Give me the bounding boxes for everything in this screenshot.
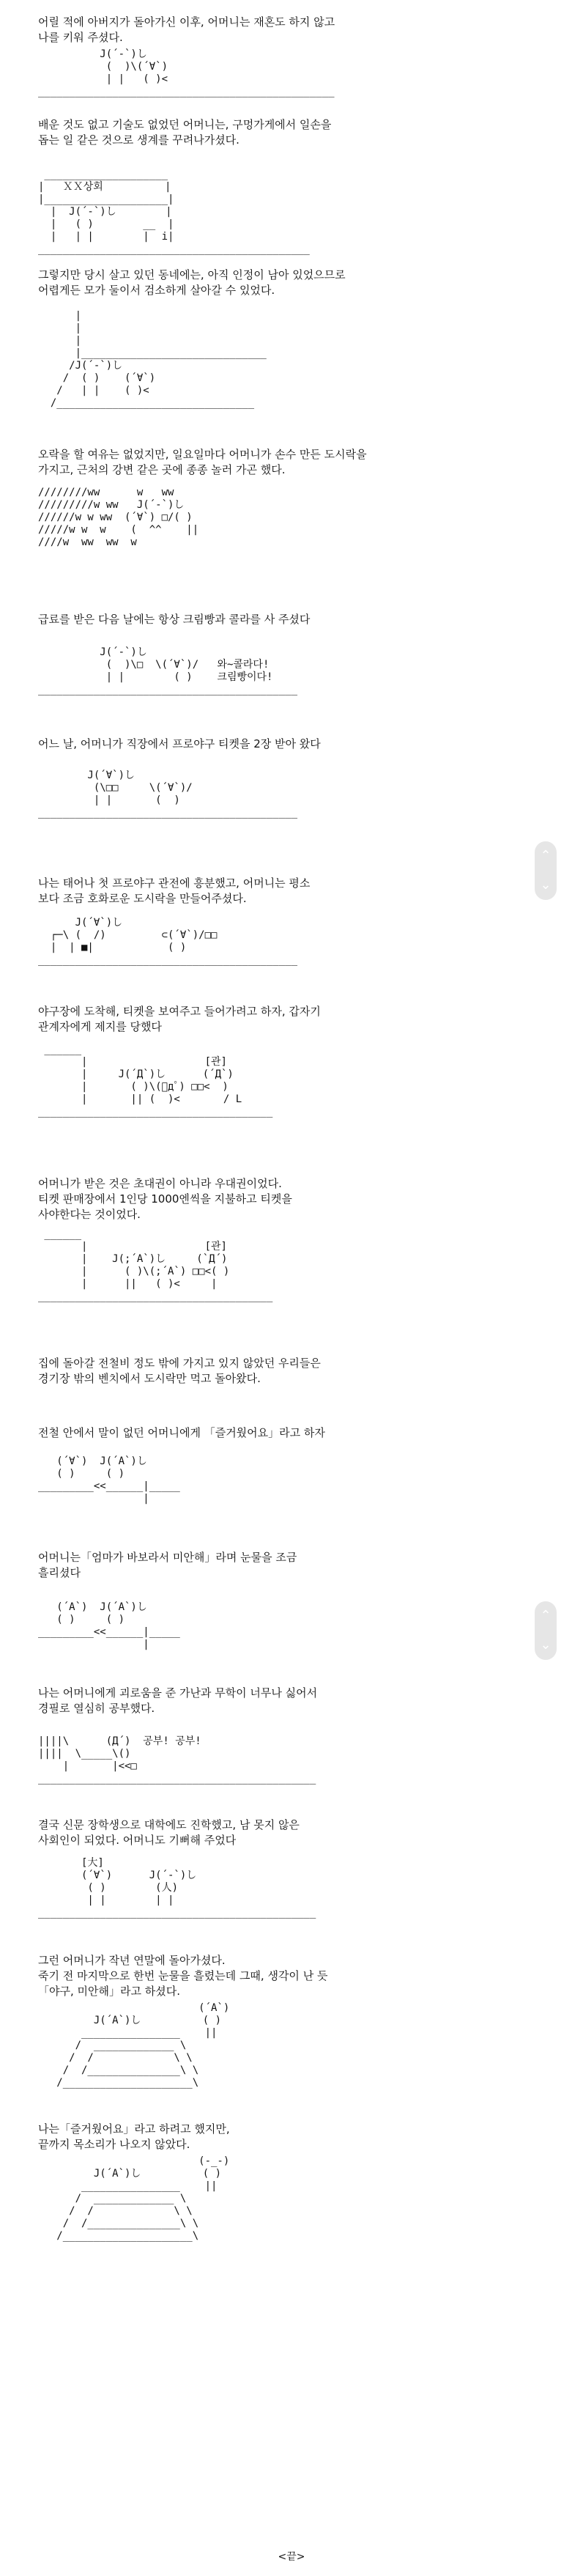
panel-1 [38, 15, 507, 117]
chevron-up-icon[interactable]: ⌃ [540, 1608, 552, 1623]
panel-7 [38, 876, 507, 1004]
caption: 나는 어머니에게 괴로움을 준 가난과 무학이 너무나 싫어서 경필로 열심히 공부했다. [38, 1686, 318, 1715]
caption: 나는「즐거웠어요」라고 하려고 했지만, 끝까지 목소리가 나오지 않았다. [38, 2122, 230, 2151]
panel-3 [38, 267, 507, 447]
panel-13 [38, 1686, 507, 1817]
ascii-art: J(´∀`)し ┌─\ ( /) ⊂(´∀`)/□□ | | ■| ( ) __________________________________________ [38, 917, 298, 966]
panel-10 [38, 1356, 507, 1425]
scroll-buttons-lower[interactable] [535, 1601, 557, 1660]
ascii-art: (´A`) J(´A`)し ( ) ( ) _________<<______|_____ | [38, 1601, 180, 1650]
panel-14 [38, 1817, 507, 1953]
ascii-art: ////////ww w ww /////////w ww J(´-`)し //////w w ww (´∀`) □/( ) /////w w w ( ^^ || ////w ww ww w [38, 487, 199, 548]
ascii-art: [大] (´∀`) J(´-`)し ( ) (人) | | | | _____________________________________________ [38, 1857, 316, 1919]
ascii-art: J(´-`)し ( )\(´∀`) | | ( )< ________________________________________________ [38, 48, 335, 97]
panel-2 [38, 117, 507, 267]
chevron-up-icon[interactable]: ⌃ [540, 848, 552, 863]
ascii-art: ______ | [관] | J(´Д`)し (´Д`) | ( )\(ﾟдﾟ) □□< ) | || ( )< / L ______________________________________ [38, 1044, 273, 1118]
panel-9 [38, 1176, 507, 1356]
caption: 결국 신문 장학생으로 대학에도 진학했고, 남 못지 않은 사회인이 되었다. 어머니도 기뻐해 주었다 [38, 1818, 300, 1847]
panel-6 [38, 737, 507, 876]
ascii-art: ||||\ (Д´) 공부! 공부! |||| \_____\() | |<<□ _____________________________________________ [38, 1735, 316, 1785]
caption: 어머니가 받은 것은 초대권이 아니라 우대권이었다. 티켓 판매장에서 1인당 1000엔씩을 지불하고 티켓을 사야한다는 것이었다. [38, 1177, 292, 1221]
ascii-art: (´∀`) J(´A`)し ( ) ( ) _________<<______|_____ | [38, 1455, 180, 1505]
ascii-art: | | | |______________________________ /J(´-`)し / ( ) (´∀`) / | | ( )< /________________________________ [50, 310, 267, 409]
ascii-art: ____________________ | ＸＸ상회 | |____________________| | J(´-`)し | | ( ) __ | | | | | i| ____________________________________________ [38, 169, 310, 255]
caption: 집에 돌아갈 전철비 정도 밖에 가지고 있지 않았던 우리들은 경기장 밖의 벤치에서 도시락만 먹고 돌아왔다. [38, 1357, 321, 1385]
panel-15 [38, 1953, 507, 2122]
panel-5 [38, 612, 507, 737]
ascii-art: (´A`) J(´A`)し ( ) ________________ || / _____________ \ / / \ \ / /_______________\ \ /_____________________\ [56, 2002, 230, 2089]
caption: 그렇지만 당시 살고 있던 동네에는, 아직 인정이 남아 있었으므로 어렵게든 모가 둘이서 검소하게 살아갈 수 있었다. [38, 268, 346, 297]
scroll-buttons-upper[interactable] [535, 841, 557, 900]
caption: 어릴 적에 아버지가 돌아가신 이후, 어머니는 재혼도 하지 않고 나를 키워 주셨다. [38, 15, 335, 44]
story [38, 15, 507, 2268]
panel-12 [38, 1550, 507, 1686]
ascii-art: J(´∀`)し (\□□ \(´∀`)/ | | ( ) __________________________________________ [38, 770, 298, 819]
ascii-art: (-_-) J(´A`)し ( ) ________________ || / _____________ \ / / \ \ / /_______________\ \ /_____________________\ [56, 2155, 230, 2242]
caption: 오락을 할 여유는 없었지만, 일요일마다 어머니가 손수 만든 도시락을 가지고, 근처의 강변 같은 곳에 종종 놀러 가곤 했다. [38, 448, 367, 476]
panel-4 [38, 447, 507, 612]
ascii-art: J(´-`)し ( )\□ \(´∀`)/ 와~콜라다! | | ( ) 크림빵이다! __________________________________________ [38, 646, 298, 695]
caption: 어느 날, 어머니가 직장에서 프로야구 티켓을 2장 받아 왔다 [38, 737, 321, 750]
panel-16 [38, 2122, 507, 2268]
caption: 급료를 받은 다음 날에는 항상 크림빵과 콜라를 사 주셨다 [38, 613, 311, 626]
panel-8 [38, 1004, 507, 1176]
chevron-down-icon[interactable]: ⌄ [540, 1637, 552, 1653]
caption: 야구장에 도착해, 티켓을 보여주고 들어가려고 하자, 갑자기 관계자에게 제지를 당했다 [38, 1005, 321, 1033]
caption: 배운 것도 없고 기술도 없었던 어머니는, 구멍가게에서 일손을 돕는 일 같은 것으로 생계를 꾸려나가셨다. [38, 118, 332, 147]
caption: 나는 태어나 첫 프로야구 관전에 흥분했고, 어머니는 평소 보다 조금 호화로운 도시락을 만들어주셨다. [38, 876, 311, 905]
caption: 어머니는「엄마가 바보라서 미안해」라며 눈물을 조금 흘리셨다 [38, 1551, 297, 1579]
ascii-art: ______ | [관] | J(;´A`)し (`Д´) | ( )\(;´A`) □□<( ) | || ( )< | ______________________________________ [38, 1228, 273, 1302]
caption: 그런 어머니가 작년 연말에 돌아가셨다. 죽기 전 마지막으로 한번 눈물을 흘렸는데 그때, 생각이 난 듯 「야구, 미안해」라고 하셨다. [38, 1954, 328, 1998]
panel-11 [38, 1425, 507, 1550]
end-mark: <끝> [278, 2551, 305, 2563]
caption: 전철 안에서 말이 없던 어머니에게 「즐거웠어요」라고 하자 [38, 1426, 325, 1439]
chevron-down-icon[interactable]: ⌄ [540, 877, 552, 893]
